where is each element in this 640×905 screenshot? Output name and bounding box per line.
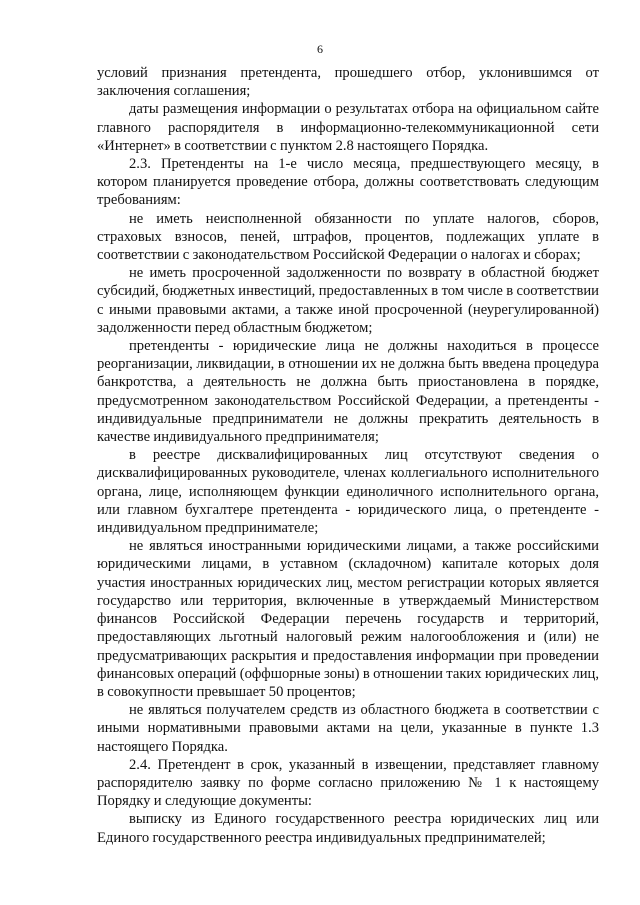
paragraph-11: выписку из Единого государственного реестра юридических лиц или Единого государственного реестра индивидуальных предпринимателей; bbox=[97, 811, 599, 846]
page-number: 6 bbox=[317, 42, 323, 56]
paragraph-7: в реестре дисквалифицированных лиц отсутствуют сведения о дисквалифицированных руководителе, членах коллегиального исполнительного органа, лице, исполняющем функции единоличного исполнительного органа, или главном бухгалтере претендента - юридического лица, о претенденте - индивидуальном предпринимателе; bbox=[97, 447, 599, 537]
paragraph-9: не являться получателем средств из областного бюджета в соответствии с иными нормативными правовыми актами на цели, указанные в пункте 1.3 настоящего Порядка. bbox=[97, 702, 599, 755]
paragraph-5: не иметь просроченной задолженности по возврату в областной бюджет субсидий, бюджетных инвестиций, предоставленных в том числе в соответствии с иными правовыми актами, а также иной просроченной (неурегулированной) задолженности перед областным бюджетом; bbox=[97, 265, 599, 336]
document-body bbox=[97, 64, 599, 847]
paragraph-8: не являться иностранными юридическими лицами, а также российскими юридическими лицами, в уставном (складочном) капитале которых доля участия иностранных юридических лиц, местом регистрации которых является государство или территория, включенные в утверждаемый Министерством финансов Российской Федерации перечень государств и территорий, предоставляющих льготный налоговый режим налогообложения и (или) не предусматривающих раскрытия и предоставления информации при проведении финансовых операций (оффшорные зоны) в отношении таких юридических лиц, в совокупности превышает 50 процентов; bbox=[97, 538, 599, 700]
paragraph-2: даты размещения информации о результатах отбора на официальном сайте главного распорядителя в информационно-телекоммуникационной сети «Интернет» в соответствии с пунктом 2.8 настоящего Порядка. bbox=[97, 101, 599, 154]
paragraph-6: претенденты - юридические лица не должны находиться в процессе реорганизации, ликвидации, в отношении их не должна быть введена процедура банкротства, а деятельность не должна быть приостановлена в порядке, предусмотренном законодательством Российской Федерации, а претенденты - индивидуальные предприниматели не должны прекратить деятельность в качестве индивидуального предпринимателя; bbox=[97, 338, 599, 446]
paragraph-1: условий признания претендента, прошедшего отбор, уклонившимся от заключения соглашения; bbox=[97, 65, 599, 100]
paragraph-3: 2.3. Претенденты на 1-е число месяца, предшествующего месяцу, в котором планируется проведение отбора, должны соответствовать следующим требованиям: bbox=[97, 156, 599, 209]
paragraph-4: не иметь неисполненной обязанности по уплате налогов, сборов, страховых взносов, пеней, штрафов, процентов, подлежащих уплате в соответствии с законодательством Российской Федерации о налогах и сборах; bbox=[97, 210, 599, 264]
paragraph-10: 2.4. Претендент в срок, указанный в извещении, представляет главному распорядителю заявку по форме согласно приложению № 1 к настоящему Порядку и следующие документы: bbox=[97, 756, 599, 810]
